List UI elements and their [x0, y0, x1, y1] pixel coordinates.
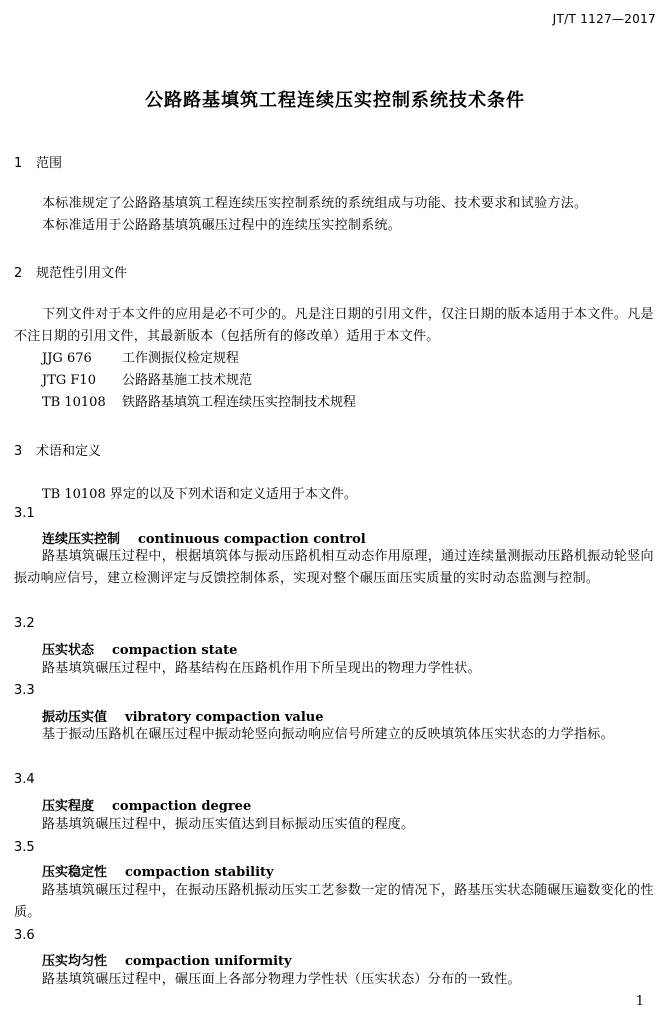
document-title: 公路路基填筑工程连续压实控制系统技术条件 — [145, 90, 525, 111]
term-name-zh: 压实状态 — [42, 643, 95, 658]
term-number: 3.1 — [14, 506, 35, 521]
term-name-zh: 压实稳定性 — [42, 865, 108, 880]
section-number: 2 — [14, 266, 23, 281]
section-title: 规范性引用文件 — [36, 266, 128, 281]
term-name — [42, 639, 237, 658]
term-name-zh: 连续压实控制 — [42, 532, 121, 547]
section-title: 范围 — [36, 156, 63, 171]
terms-intro: TB 10108 界定的以及下列术语和定义适用于本文件。 — [42, 487, 357, 502]
reference-item — [42, 392, 356, 414]
term-name-en: continuous compaction control — [138, 532, 366, 547]
page-number: 1 — [635, 994, 644, 1009]
paragraph: 本标准规定了公路路基填筑工程连续压实控制系统的系统组成与功能、技术要求和试验方法。 — [42, 196, 588, 211]
paragraph: 下列文件对于本文件的应用是必不可少的。凡是注日期的引用文件，仅注日期的版本适用于本文件。凡是不注日期的引用文件，其最新版本（包括所有的修改单）适用于本文件。 — [14, 307, 654, 344]
term-name-en: vibratory compaction value — [125, 710, 324, 725]
term-name-zh: 压实程度 — [42, 799, 95, 814]
reference-code: TB 10108 — [42, 395, 106, 410]
section-number: 1 — [14, 156, 23, 171]
paragraph: 本标准适用于公路路基填筑碾压过程中的连续压实控制系统。 — [42, 218, 402, 233]
term-name-zh: 振动压实值 — [42, 710, 108, 725]
reference-code: JTG F10 — [42, 373, 96, 388]
reference-title: 铁路路基填筑工程连续压实控制技术规程 — [122, 395, 357, 410]
term-definition: 基于振动压路机在碾压过程中振动轮竖向振动响应信号所建立的反映填筑体压实状态的力学指标。 — [42, 727, 614, 742]
section-heading-scope — [14, 152, 62, 171]
section-heading-terms — [14, 440, 101, 459]
term-definition: 路基填筑碾压过程中，在振动压路机振动压实工艺参数一定的情况下，路基压实状态随碾压遍数变化的性质。 — [14, 883, 654, 920]
term-name — [42, 950, 292, 969]
term-number: 3.2 — [14, 616, 35, 631]
term-name — [42, 528, 366, 547]
section-heading-normative-references — [14, 262, 127, 281]
reference-title: 公路路基施工技术规范 — [122, 373, 253, 388]
term-definition: 路基填筑碾压过程中，根据填筑体与振动压路机相互动态作用原理，通过连续量测振动压路机振动轮竖向振动响应信号，建立检测评定与反馈控制体系，实现对整个碾压面压实质量的实时动态监测与控制。 — [14, 549, 654, 586]
term-name-en: compaction degree — [112, 799, 252, 814]
term-number: 3.3 — [14, 683, 35, 698]
term-number: 3.4 — [14, 772, 35, 787]
reference-item — [42, 348, 356, 370]
term-number: 3.5 — [14, 840, 35, 855]
term-name — [42, 861, 274, 880]
term-name-en: compaction uniformity — [125, 954, 292, 969]
term-definition: 路基填筑碾压过程中，碾压面上各部分物理力学性状（压实状态）分布的一致性。 — [42, 972, 521, 987]
term-number: 3.6 — [14, 928, 35, 943]
term-name — [42, 795, 251, 814]
scope-paragraphs — [14, 193, 658, 237]
reference-list — [42, 348, 356, 414]
term-definition: 路基填筑碾压过程中，振动压实值达到目标振动压实值的程度。 — [42, 817, 415, 832]
section-title: 术语和定义 — [36, 444, 102, 459]
reference-item — [42, 370, 356, 392]
section-number: 3 — [14, 444, 23, 459]
term-definition: 路基填筑碾压过程中，路基结构在压路机作用下所呈现出的物理力学性状。 — [42, 661, 481, 676]
term-name-zh: 压实均匀性 — [42, 954, 108, 969]
reference-code: JJG 676 — [42, 351, 92, 366]
standard-code: JT/T 1127—2017 — [552, 12, 656, 26]
term-name-en: compaction state — [112, 643, 238, 658]
term-name — [42, 706, 323, 725]
term-name-en: compaction stability — [125, 865, 274, 880]
reference-title: 工作测振仪检定规程 — [122, 351, 240, 366]
